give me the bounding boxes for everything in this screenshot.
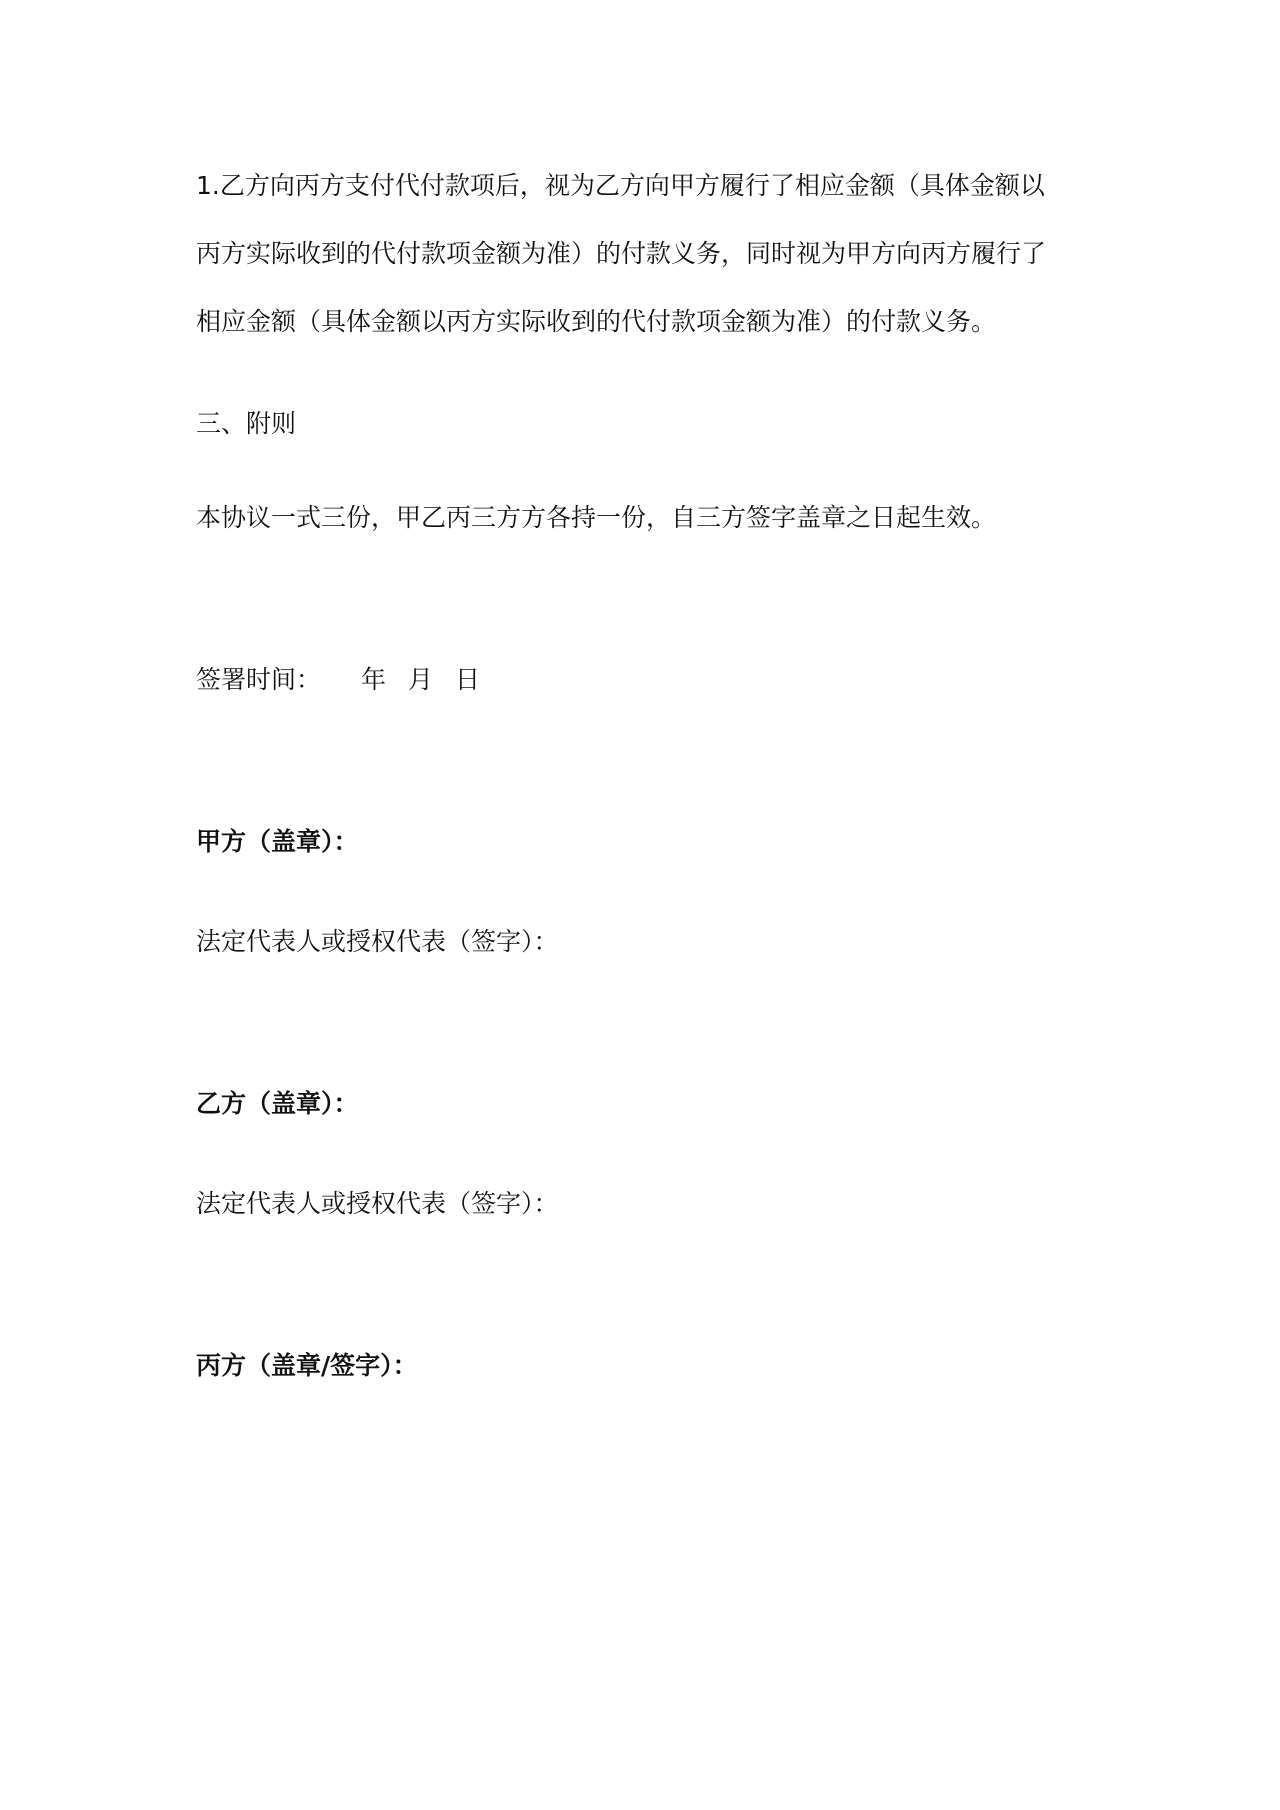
section-heading: 三、附则 — [196, 409, 297, 438]
signing-day: 日 — [455, 665, 481, 694]
signing-date-line — [196, 664, 1096, 696]
party-b-representative: 法定代表人或授权代表（签字）： — [196, 1189, 559, 1218]
clause-line-1: 1.乙方向丙方支付代付款项后，视为乙方向甲方履行了相应金额（具体金额以 — [196, 171, 1045, 200]
party-b-label: 乙方（盖章）： — [196, 1089, 359, 1118]
signing-year: 年 — [361, 665, 387, 694]
party-a-label: 甲方（盖章）： — [196, 827, 359, 856]
clause-line-3: 相应金额（具体金额以丙方实际收到的代付款项金额为准）的付款义务。 — [196, 307, 997, 336]
signing-month: 月 — [408, 665, 434, 694]
signing-date-label: 签署时间： — [196, 665, 322, 694]
section-body: 本协议一式三份，甲乙丙三方方各持一份，自三方签字盖章之日起生效。 — [196, 503, 997, 532]
party-a-representative: 法定代表人或授权代表（签字）： — [196, 927, 559, 956]
clause-line-2: 丙方实际收到的代付款项金额为准）的付款义务，同时视为甲方向丙方履行了 — [196, 239, 1047, 268]
party-c-label: 丙方（盖章/签字）： — [196, 1351, 418, 1380]
